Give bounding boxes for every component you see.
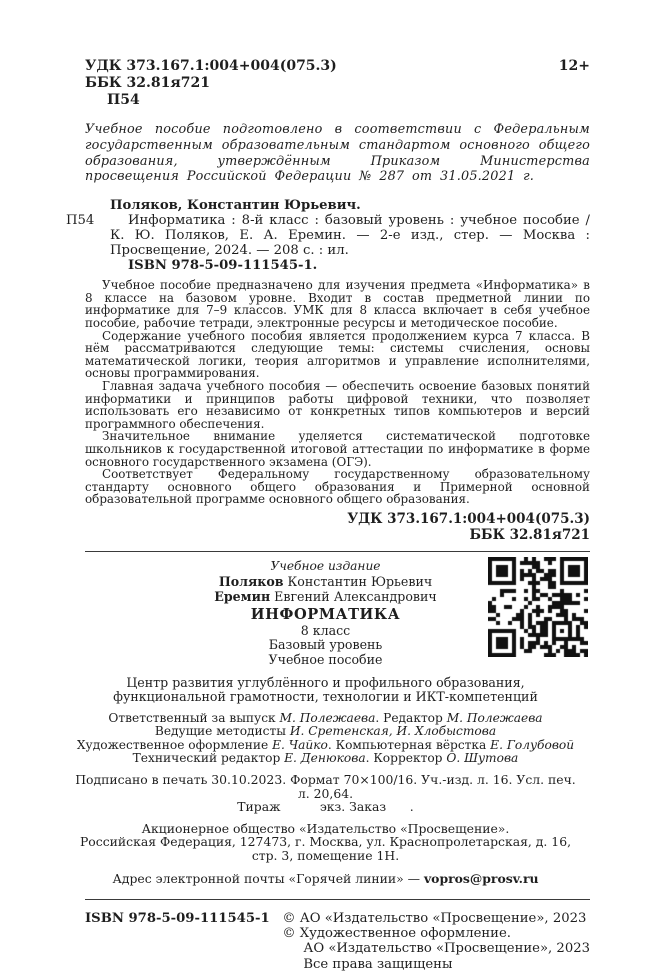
divider-bottom xyxy=(85,899,590,900)
hotline-email-line: Адрес электронной почты «Горячей линии» — vopros@prosv.ru xyxy=(112,871,539,887)
imprint-section xyxy=(75,558,590,887)
book-level: Базовый уровень xyxy=(268,637,383,653)
classification-bottom xyxy=(85,511,590,543)
publisher-line: Акционерное общество «Издательство «Просвещение». xyxy=(141,820,510,836)
annotation-paragraph: Содержание учебного пособия является продолжением курса 7 класса. В нём рассматриваются следующие темы: системы счисления, основы математической логики, теория алгоритмов и управление исполнителями, основы программирования. xyxy=(85,328,590,381)
credits-block xyxy=(73,712,578,765)
copyright-line: АО «Издательство «Просвещение», 2023 xyxy=(303,941,590,957)
annotation-paragraph: Соответствует Федеральному государственному образовательному стандарту основного общего образования и Примерной основной образовательной программе основного общего образования. xyxy=(85,467,590,507)
footer-isbn: ISBN 978-5-09-111545-1 xyxy=(85,911,270,927)
publisher-line: стр. 3, помещение 1Н. xyxy=(251,847,400,863)
book-title: ИНФОРМАТИКА xyxy=(250,605,401,623)
credits-line: Ведущие методисты И. Сретенская, И. Хлобыстова xyxy=(154,724,497,739)
edition-type: Учебное издание xyxy=(270,558,381,573)
classification-top xyxy=(85,58,590,75)
annotation-paragraph: Учебное пособие предназначено для изучения предмета «Информатика» в 8 классе на базовом уровне. Входит в состав предметной линии по информатике для 7–9 классов. УМК для 8 класса включает в себя учебное пособие, рабочие тетради, электронные ресурсы и методическое пособие. xyxy=(85,278,590,330)
bib-author-heading: Поляков, Константин Юрьевич. xyxy=(110,198,361,214)
annotation-paragraph: Значительное внимание уделяется систематической подготовке школьников к государственной итоговой аттестации по информатике в форме основного государственного экзамена (ОГЭ). xyxy=(85,429,590,469)
udc-top: УДК 373.167.1:004+004(075.3) xyxy=(85,58,337,74)
publishing-center-name: Центр развития углублённого и профильного образования, функциональной грамотности, технологии и ИКТ-компетенций xyxy=(113,674,538,705)
age-rating-badge: 12+ xyxy=(558,58,590,74)
divider-top xyxy=(85,551,590,552)
print-run-line: Тираж экз. Заказ . xyxy=(237,799,414,815)
bib-description: Информатика : 8-й класс : базовый уровень : учебное пособие / К. Ю. Поляков, Е. А. Еремин. — 2-е изд., стер. — Москва : Просвещение, 2024. — 208 с. : ил. xyxy=(110,213,590,259)
footer xyxy=(85,911,590,972)
book-grade: 8 класс xyxy=(300,622,351,638)
bbk-bottom: ББК 32.81я721 xyxy=(469,526,590,543)
bib-margin-code: П54 xyxy=(66,213,95,229)
udc-bottom: УДК 373.167.1:004+004(075.3) xyxy=(347,510,590,527)
book-kind: Учебное пособие xyxy=(268,652,383,668)
annotation-block xyxy=(85,279,590,506)
print-info-line: Подписано в печать 30.10.2023. Формат 70×100/16. Уч.-изд. л. 16. Усл. печ. л. 20,64. xyxy=(75,772,576,801)
imprint-centered-zone xyxy=(73,559,578,886)
annotation-paragraph: Главная задача учебного пособия — обеспечить освоение базовых понятий информатики и принципов работы цифровой техники, что позволяет использовать его независимо от конкретных типов компьютеров и версий программного обеспечения. xyxy=(85,378,590,431)
print-info-block xyxy=(73,773,578,814)
copyright-line: © АО «Издательство «Просвещение», 2023 xyxy=(282,911,587,927)
fgos-note: Учебное пособие подготовлено в соответствии с Федеральным государственным образовательным стандартом основного общего образования, утверждённым Приказом Министерства просвещения Российской Федерации № 287 от 31.05.2021 г. xyxy=(85,122,590,185)
bib-isbn: ISBN 978-5-09-111545-1. xyxy=(128,258,318,274)
imprint-author: Еремин Евгений Александрович xyxy=(214,588,437,604)
book-code-top: П54 xyxy=(107,92,140,108)
publisher-address-block xyxy=(73,822,578,862)
credits-line: Ответственный за выпуск М. Полежаева. Редактор М. Полежаева xyxy=(108,711,543,726)
copyright-line: © Художественное оформление. xyxy=(282,926,511,942)
bbk-top: ББК 32.81я721 xyxy=(85,75,210,91)
credits-line: Художественное оформление Е. Чайко. Компьютерная вёрстка Е. Голубовой xyxy=(76,737,575,752)
bibliographic-entry xyxy=(66,198,590,274)
imprint-author: Поляков Константин Юрьевич xyxy=(218,573,433,589)
credits-line: Технический редактор Е. Денюкова. Корректор О. Шутова xyxy=(132,750,519,765)
copyright-line: Все права защищены xyxy=(303,956,453,972)
publisher-line: Российская Федерация, 127473, г. Москва, ул. Краснопролетарская, д. 16, xyxy=(79,834,572,850)
copyright-block xyxy=(282,911,590,972)
